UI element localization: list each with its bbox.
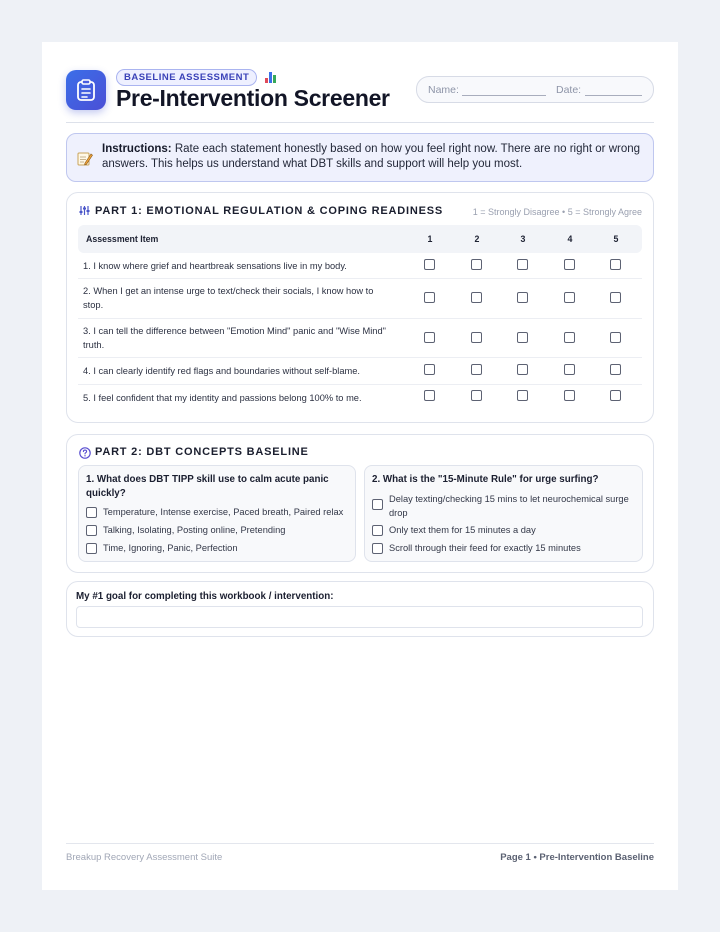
- option-checkbox[interactable]: [372, 543, 383, 554]
- rating-checkbox-1[interactable]: [424, 364, 435, 375]
- instructions-label: Instructions:: [102, 143, 172, 155]
- row-statement: 5. I feel confident that my identity and passions belong 100% to me.: [83, 393, 362, 403]
- date-label: Date:: [556, 84, 582, 96]
- rating-checkbox-4[interactable]: [564, 292, 575, 303]
- table-row: [78, 279, 642, 319]
- question-1-text: 1. What does DBT TIPP skill use to calm acute panic quickly?: [86, 474, 329, 499]
- table-row: [78, 385, 642, 411]
- rating-checkbox-2[interactable]: [471, 390, 482, 401]
- column-header-1: 1: [427, 234, 433, 244]
- date-field[interactable]: [585, 95, 642, 96]
- option-checkbox[interactable]: [86, 507, 97, 518]
- rating-checkbox-4[interactable]: [564, 364, 575, 375]
- instructions-box: [66, 133, 654, 182]
- name-field[interactable]: [462, 95, 546, 96]
- sliders-icon: [79, 205, 90, 216]
- rating-checkbox-4[interactable]: [564, 259, 575, 270]
- part1-title: PART 1: EMOTIONAL REGULATION & COPING READINESS: [95, 205, 444, 217]
- rating-checkbox-2[interactable]: [471, 292, 482, 303]
- rating-checkbox-3[interactable]: [517, 292, 528, 303]
- rating-checkbox-1[interactable]: [424, 390, 435, 401]
- rating-checkbox-3[interactable]: [517, 259, 528, 270]
- rating-checkbox-4[interactable]: [564, 332, 575, 343]
- rating-checkbox-2[interactable]: [471, 332, 482, 343]
- column-header-3: 3: [520, 234, 526, 244]
- worksheet-page: [42, 42, 678, 890]
- footer-suite-name: Breakup Recovery Assessment Suite: [66, 852, 223, 863]
- goal-input[interactable]: [76, 606, 643, 628]
- column-header-2: 2: [474, 234, 480, 244]
- instructions-text: Instructions: Rate each statement honestly based on how you feel right now. There are no right or wrong answers. This helps us understand what DBT skills and support will help you most.: [102, 143, 641, 170]
- footer-divider: [66, 843, 654, 844]
- part2-title: PART 2: DBT CONCEPTS BASELINE: [95, 446, 309, 458]
- bar-chart-icon: [265, 72, 277, 83]
- rating-checkbox-1[interactable]: [424, 259, 435, 270]
- rating-checkbox-5[interactable]: [610, 364, 621, 375]
- rating-checkbox-5[interactable]: [610, 332, 621, 343]
- rating-checkbox-2[interactable]: [471, 364, 482, 375]
- rating-checkbox-1[interactable]: [424, 332, 435, 343]
- rating-checkbox-2[interactable]: [471, 259, 482, 270]
- rating-checkbox-5[interactable]: [610, 292, 621, 303]
- rating-checkbox-5[interactable]: [610, 259, 621, 270]
- option-checkbox[interactable]: [372, 525, 383, 536]
- row-statement: 2. When I get an intense urge to text/check their socials, I know how to stop.: [83, 286, 374, 310]
- column-header-4: 4: [567, 234, 573, 244]
- table-row: [78, 253, 642, 279]
- column-header-5: 5: [613, 234, 619, 244]
- name-date-box: [416, 76, 654, 103]
- memo-pencil-icon: [77, 151, 93, 166]
- item-column-header: Assessment Item: [86, 234, 159, 244]
- goal-label: My #1 goal for completing this workbook / intervention:: [76, 591, 334, 602]
- rating-checkbox-3[interactable]: [517, 364, 528, 375]
- assessment-table: [78, 225, 642, 411]
- clipboard-logo-icon: [66, 70, 106, 110]
- row-statement: 3. I can tell the difference between "Emotion Mind" panic and "Wise Mind" truth.: [83, 326, 386, 350]
- option-checkbox[interactable]: [86, 525, 97, 536]
- table-row: [78, 358, 642, 385]
- question-2-box: 2. What is the "15-Minute Rule" for urge surfing? Delay texting/checking 15 mins to let neurochemical surge drop Only text them for 15 minutes a day Scroll through their feed for exactly 15 minutes: [364, 465, 643, 562]
- option-checkbox[interactable]: [86, 543, 97, 554]
- option-checkbox[interactable]: [372, 499, 383, 510]
- scale-note: 1 = Strongly Disagree • 5 = Strongly Agree: [472, 207, 642, 217]
- table-header: [78, 225, 642, 253]
- name-label: Name:: [428, 84, 459, 96]
- page-title: Pre-Intervention Screener: [116, 85, 390, 111]
- question-2-text: 2. What is the "15-Minute Rule" for urge surfing?: [372, 474, 599, 485]
- rating-checkbox-3[interactable]: [517, 332, 528, 343]
- header: [66, 68, 654, 124]
- assessment-badge: BASELINE ASSESSMENT: [116, 69, 257, 86]
- rating-checkbox-4[interactable]: [564, 390, 575, 401]
- header-divider: [66, 122, 654, 123]
- goal-section: [66, 581, 654, 637]
- footer-page-label: Page 1 • Pre-Intervention Baseline: [500, 852, 654, 863]
- question-1-box: 1. What does DBT TIPP skill use to calm acute panic quickly? Temperature, Intense exercise, Paced breath, Paired relax Talking, Isolating, Posting online, Pretending Time, Ignoring, Panic, Perfection: [78, 465, 356, 562]
- row-statement: 1. I know where grief and heartbreak sensations live in my body.: [83, 261, 347, 271]
- rating-checkbox-1[interactable]: [424, 292, 435, 303]
- rating-checkbox-3[interactable]: [517, 390, 528, 401]
- part1-section: [66, 192, 654, 423]
- rating-checkbox-5[interactable]: [610, 390, 621, 401]
- table-row: [78, 319, 642, 358]
- part2-section: [66, 434, 654, 573]
- question-circle-icon: [79, 447, 91, 459]
- row-statement: 4. I can clearly identify red flags and boundaries without self-blame.: [83, 366, 360, 376]
